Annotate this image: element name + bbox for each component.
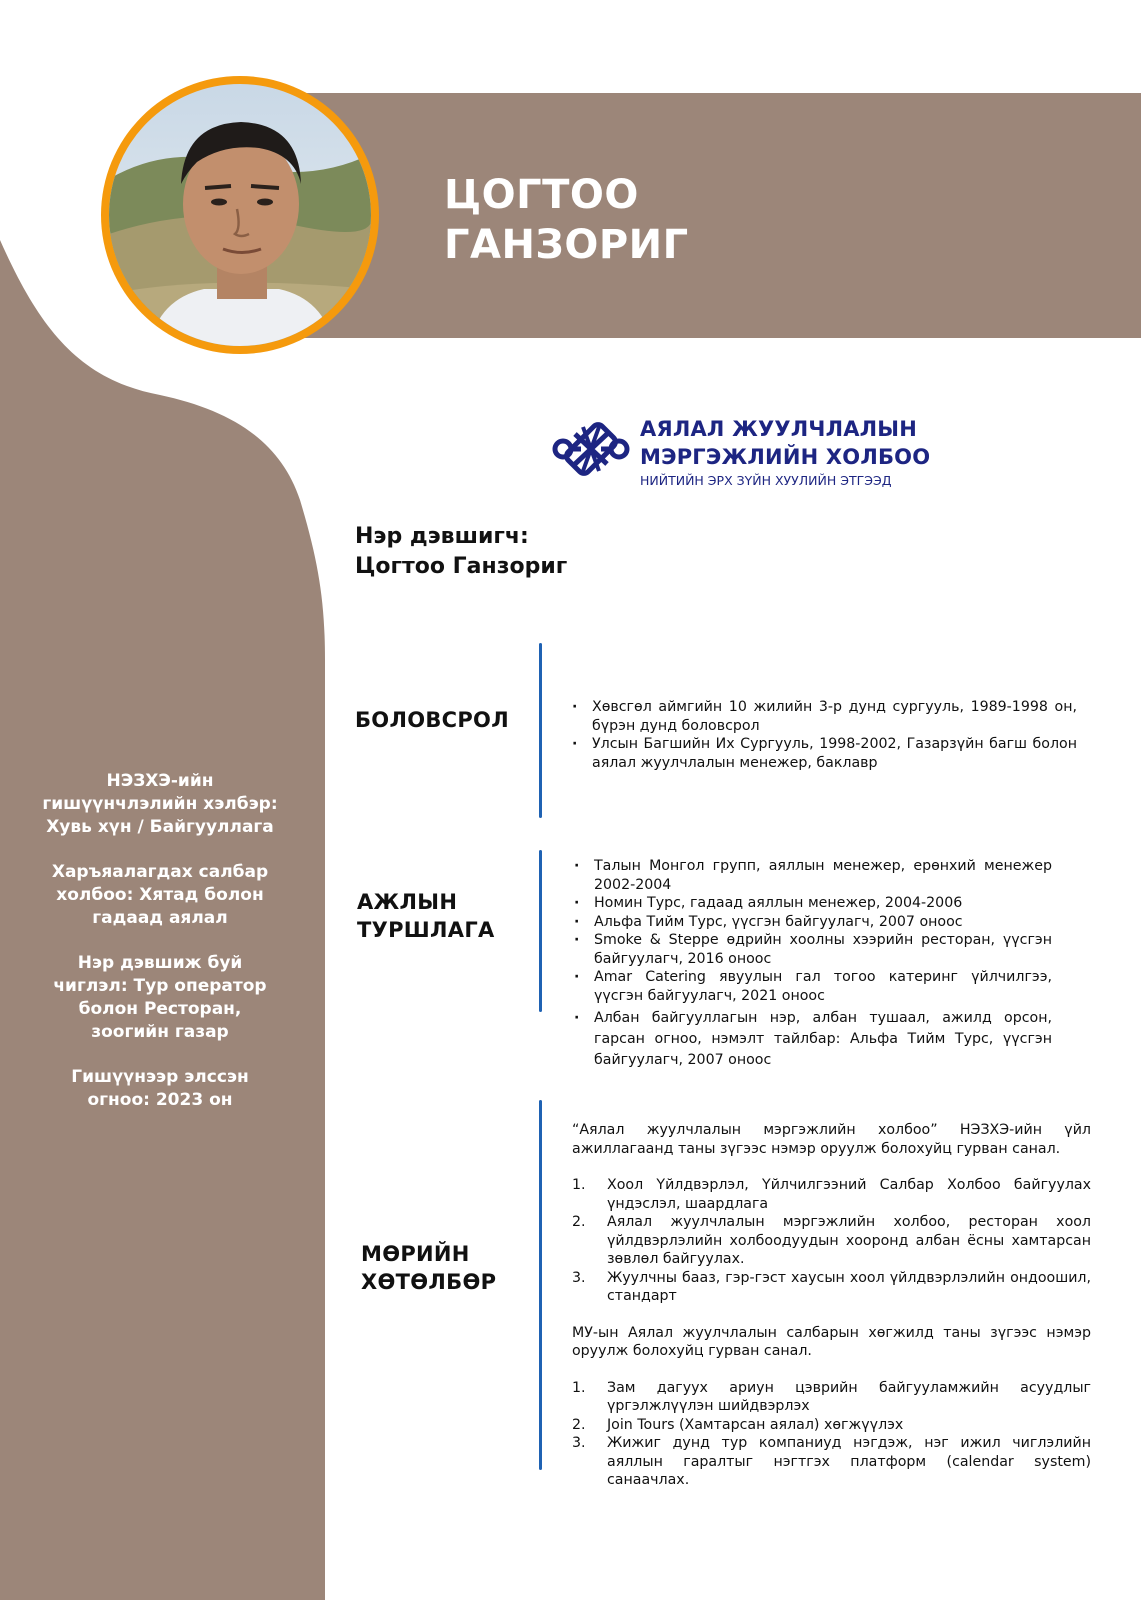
- list-number: 1.: [572, 1379, 586, 1396]
- list-text: Аялал жуулчлалын мэргэжлийн холбоо, ресторан хоол үйлдвэрлэлийн холбоодуудын хооронд албан ёсны хамтарсан зөвлөл байгуулах.: [607, 1214, 1091, 1267]
- nomination-field: Нэр дэвшиж буй чиглэл: Тур оператор болон Ресторан, зоогийн газар: [53, 953, 267, 1042]
- list-text: Зам дагуух ариун цэврийн байгууламжийн асуудлыг үргэлжлүүлэн шийдвэрлэх: [607, 1379, 1091, 1414]
- list-item: · Amar Catering явуулын гал тогоо катеринг үйлчилгээ, үүсгэн байгуулагч, 2021 оноос: [572, 968, 1052, 1005]
- header-name-line1: ЦОГТОО: [444, 172, 639, 218]
- list-item: · Албан байгууллагын нэр, албан тушаал, ажилд орсон, гарсан огноо, нэмэлт тайлбар: Альфа Тийм Турс, үүсгэн байгуулагч, 2007 оноос: [572, 1008, 1052, 1071]
- list-item: · Smoke & Steppe өдрийн хоолны хээрийн ресторан, үүсгэн байгуулагч, 2016 оноос: [572, 931, 1052, 968]
- list-number: 1.: [572, 1177, 586, 1193]
- list-item: [572, 1213, 1091, 1269]
- header-name-line2: ГАНЗОРИГ: [444, 222, 689, 268]
- list-item: · Улсын Багшийн Их Сургууль, 1998-2002, Газарзүйн багш болон аялал жуулчлалын менежер, баклавр: [570, 735, 1077, 772]
- candidate-name: Цогтоо Ганзориг: [355, 554, 568, 579]
- platform-divider: [539, 1100, 542, 1470]
- education-title: БОЛОВСРОЛ: [355, 708, 509, 732]
- list-item: [572, 1379, 1091, 1416]
- logo-title-line2: МЭРГЭЖЛИЙН ХОЛБОО: [640, 445, 931, 469]
- experience-title-line2: ТУРШЛАГА: [357, 918, 495, 942]
- platform-list-2: [572, 1379, 1091, 1490]
- experience-content: [572, 857, 1052, 1071]
- profile-photo-ring: [101, 76, 379, 354]
- experience-list: [572, 857, 1052, 1071]
- platform-intro-1: “Аялал жуулчлалын мэргэжлийн холбоо” НЭЗХЭ-ийн үйл ажиллагаанд таны зүгээс нэмэр оруулж болохуйц гурван санал.: [572, 1122, 1091, 1157]
- list-item: · Талын Монгол групп, аяллын менежер, ерөнхий менежер 2002-2004: [572, 857, 1052, 894]
- education-list: [570, 698, 1077, 772]
- list-item: · Альфа Тийм Турс, үүсгэн байгуулагч, 2007 оноос: [572, 913, 1052, 932]
- platform-title: [361, 1240, 496, 1296]
- candidate-label: Нэр дэвшигч:: [355, 524, 529, 549]
- join-date: Гишүүнээр элссэн огноо: 2023 он: [71, 1067, 249, 1110]
- platform-list-1: [572, 1176, 1091, 1306]
- list-text: Жижиг дунд тур компаниуд нэгдэж, нэг ижил чиглэлийн аяллын гаралтыг нэгтгэх платформ (calendar system) санаачлах.: [607, 1435, 1091, 1488]
- list-number: 2.: [572, 1214, 586, 1230]
- list-item: · Номин Турс, гадаад аяллын менежер, 2004-2006: [572, 894, 1052, 913]
- education-content: [570, 698, 1077, 772]
- list-item: [572, 1176, 1091, 1213]
- list-number: 3.: [572, 1435, 586, 1451]
- list-item: [572, 1416, 1091, 1435]
- header-band: [290, 93, 1141, 338]
- logo-title-line1: АЯЛАЛ ЖУУЛЧЛАЛЫН: [640, 417, 918, 441]
- platform-content: [572, 1121, 1091, 1490]
- list-number: 2.: [572, 1416, 586, 1433]
- affiliated-association: Харъяалагдах салбар холбоо: Хятад болон гадаад аялал: [51, 862, 269, 928]
- education-divider: [539, 643, 542, 818]
- platform-intro-2: МУ-ын Аялал жуулчлалын салбарын хөгжилд таны зүгээс нэмэр оруулж болохуйц гурван санал.: [572, 1324, 1091, 1359]
- platform-title-line2: ХӨТӨЛБӨР: [361, 1270, 497, 1294]
- list-item: [572, 1434, 1091, 1490]
- list-item: [572, 1269, 1091, 1306]
- list-text: Хоол Үйлдвэрлэл, Үйлчилгээний Салбар Холбоо байгуулах үндэслэл, шаардлага: [607, 1177, 1091, 1212]
- organization-logo: [550, 415, 931, 495]
- list-text: Join Tours (Хамтарсан аялал) хөгжүүлэх: [607, 1416, 904, 1433]
- list-item: · Хөвсгөл аймгийн 10 жилийн 3-р дунд сургууль, 1989-1998 он, бүрэн дунд боловсрол: [570, 698, 1077, 735]
- membership-type: НЭЗХЭ-ийн гишүүнчлэлийн хэлбэр: Хувь хүн / Байгууллага: [42, 771, 278, 837]
- experience-divider: [539, 850, 542, 1012]
- sidebar-info: [40, 770, 280, 1134]
- endless-knot-icon: [550, 419, 632, 479]
- profile-photo: [109, 84, 371, 346]
- header-name: [444, 170, 689, 270]
- list-text: Жуулчны бааз, гэр-гэст хаусын хоол үйлдвэрлэлийн ондоошил, стандарт: [607, 1269, 1091, 1304]
- experience-title: [357, 888, 495, 944]
- experience-title-line1: АЖЛЫН: [357, 890, 458, 914]
- candidate-block: [355, 522, 567, 582]
- list-number: 3.: [572, 1269, 586, 1286]
- logo-subtitle: НИЙТИЙН ЭРХ ЗҮЙН ХУУЛИЙН ЭТГЭЭД: [640, 473, 892, 488]
- platform-title-line1: МӨРИЙН: [361, 1242, 470, 1266]
